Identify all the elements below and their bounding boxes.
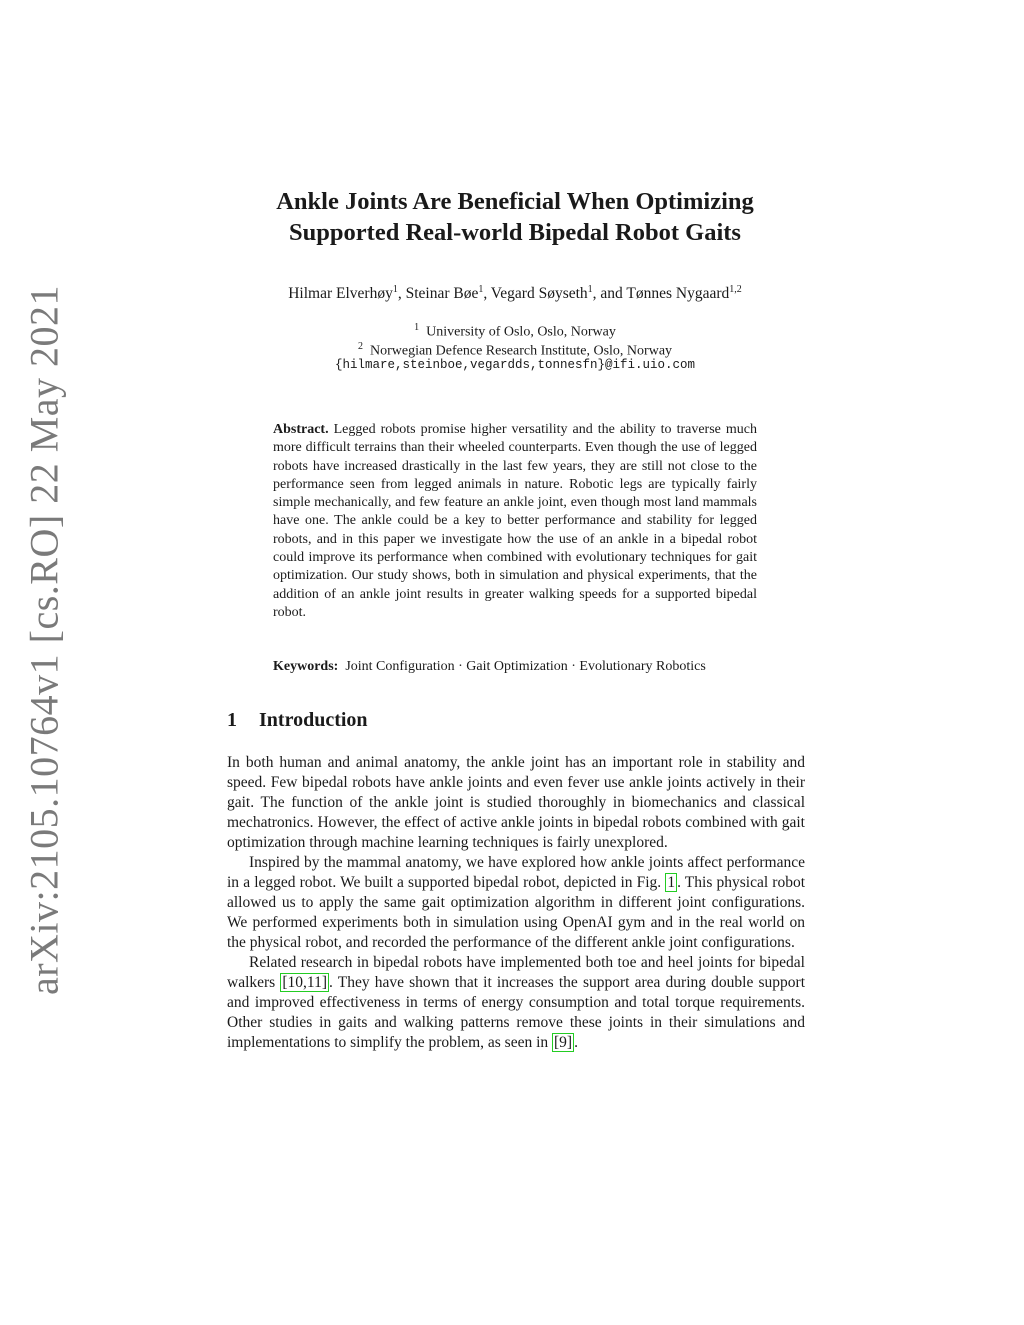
author-name: , Steinar Bøe [397, 285, 479, 303]
section-number: 1 [227, 709, 237, 731]
paragraph-1: In both human and animal anatomy, the ankle joint has an important role in stability and speed. Few bipedal robots have ankle joints and even fever use ankle joints actively in their gait. The function of the ankle joint is studied thoroughly in biomechanics and classical mechatronics. However, the effect of active ankle joints in bipedal robots combined with gait optimization through machine learning techniques is fairly unexplored. [227, 754, 805, 851]
citation-link[interactable]: [9] [554, 1034, 573, 1051]
affiliation-mark: 1 [414, 322, 420, 333]
keywords-text: Joint Configuration · Gait Optimization · Evolutionary Robotics [345, 659, 706, 674]
paragraph-2-text-b: . This physical robot allowed us to apply the same gait optimization algorithm in different joint configurations. We performed experiments both in simulation using OpenAI gym and in the real world on the physical robot, and recorded the performance of the different ankle joint configurations. [227, 874, 805, 951]
author-affiliation-mark: 1,2 [729, 284, 742, 295]
author-name: , and Tønnes Nygaard [592, 285, 730, 303]
abstract-label: Abstract. [273, 422, 329, 437]
author-list [180, 284, 850, 303]
affiliation-text: Norwegian Defence Research Institute, Oslo, Norway [369, 343, 673, 359]
affiliation-text: University of Oslo, Oslo, Norway [426, 324, 616, 340]
paragraph-3-text-a: Related research in bipedal robots have implemented both toe and heel joints for bipedal walkers [227, 954, 805, 991]
abstract-block [273, 421, 757, 622]
figure-reference-link[interactable]: 1 [667, 874, 676, 891]
keywords-label: Keywords: [273, 659, 339, 674]
author-name: Hilmar Elverhøy [288, 285, 393, 303]
paper-title [180, 186, 850, 248]
author-affiliation-mark: 1 [587, 284, 593, 295]
introduction-body [227, 753, 805, 1053]
author-name: , Vegard Søyseth [483, 285, 588, 303]
section-heading-introduction [227, 709, 368, 732]
arxiv-identifier-text: arXiv:2105.10764v1 [cs.RO] 22 May 2021 [21, 284, 67, 996]
paragraph-3-text-b: . They have shown that it increases the support area during double support and improved effectiveness in terms of energy consumption and total torque requirements. Other studies in gaits and walking patterns remove these joints in their simulations and implementations to simplify the problem, as seen in [227, 974, 805, 1051]
paragraph-3-text-c: . [574, 1034, 578, 1051]
section-title: Introduction [259, 709, 368, 731]
paragraph-2-text-a: Inspired by the mammal anatomy, we have explored how ankle joints affect performance in a legged robot. We built a supported bipedal robot, depicted in Fig. [227, 854, 805, 891]
paragraph-3 [227, 953, 805, 1053]
author-affiliation-mark: 1 [392, 284, 398, 295]
paper-title-line-2: Supported Real-world Bipedal Robot Gaits [289, 219, 741, 246]
paragraph-2 [227, 853, 805, 953]
keywords-block [273, 659, 803, 675]
abstract-text: Legged robots promise higher versatility and the ability to traverse much more difficult terrains than their wheeled counterparts. Even though the use of legged robots have increased drastically in the last few years, they are still not close to the performance seen from legged animals in nature. Robotic legs are typically fairly simple mechanically, and few feature an ankle joint, even though most land mammals have one. The ankle could be a key to better performance and stability for legged robots, and in this paper we investigate how the use of an ankle in a bipedal robot could improve its performance when combined with evolutionary techniques for gait optimization. Our study shows, both in simulation and physical experiments, that the addition of an ankle joint results in greater walking speeds for a supported bipedal robot. [273, 422, 757, 620]
author-affiliation-mark: 1 [478, 284, 484, 295]
affiliation-mark: 2 [357, 341, 363, 352]
citation-link[interactable]: [10,11] [282, 974, 327, 991]
author-emails: {hilmare,steinboe,vegardds,tonnesfn}@ifi.uio.com [334, 358, 696, 372]
paper-title-line-1: Ankle Joints Are Beneficial When Optimizing [276, 188, 754, 215]
